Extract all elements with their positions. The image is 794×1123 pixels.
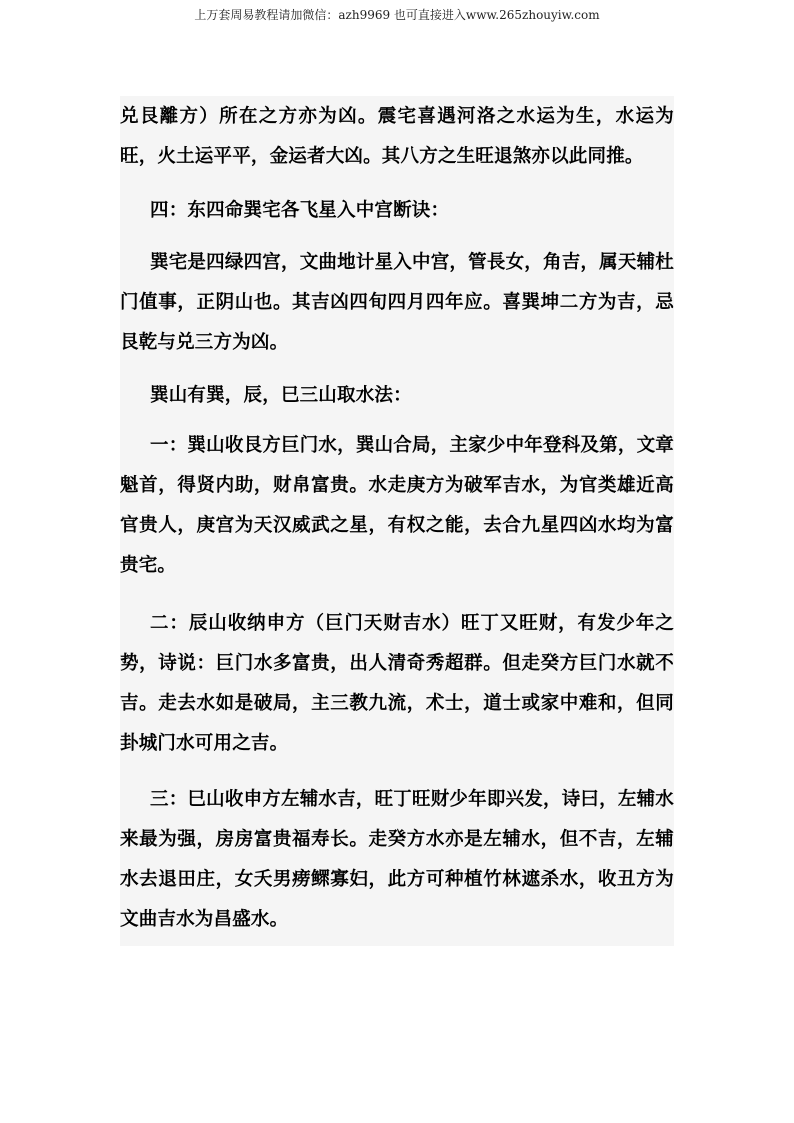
paragraph-4: 一：巽山收艮方巨门水，巽山合局，主家少中年登科及第，文章魁首，得贤内助，财帛富贵。水走庚方为破军吉水，为官类雄近高官贵人，庚宫为天汉威武之星，有权之能，去合九星四凶水均为富贵宅。 (120, 435, 674, 576)
document-body (120, 96, 674, 946)
section-heading-4: 四：东四命巽宅各飞星入中宫断诀： (150, 200, 450, 221)
paragraph-1: 兑艮離方）所在之方亦为凶。震宅喜遇河洛之水运为生，水运为旺，火土运平平，金运者大凶。其八方之生旺退煞亦以此同推。 (120, 106, 674, 167)
paragraph-5: 二：辰山收纳申方（巨门天财吉水）旺丁又旺财，有发少年之势，诗说：巨门水多富贵，出人清奇秀超群。但走癸方巨门水就不吉。走去水如是破局，主三教九流，术士，道士或家中难和，但同卦城门水可用之吉。 (120, 613, 674, 754)
page-header: 上万套周易教程请加微信：azh9969 也可直接进入www.265zhouyiw.com (194, 8, 600, 22)
paragraph-2: 巽宅是四绿四宫，文曲地计星入中宫，管長女，角吉，属天辅杜门值事，正阴山也。其吉凶四旬四月四年应。喜巽坤二方为吉，忌艮乾与兑三方为凶。 (120, 252, 674, 353)
paragraph-6: 三：巳山收申方左辅水吉，旺丁旺财少年即兴发，诗曰，左辅水来最为强，房房富贵福寿长。走癸方水亦是左辅水，但不吉，左辅水去退田庄，女夭男痨鳏寡妇，此方可种植竹林遮杀水，收丑方为文曲吉水为昌盛水。 (120, 789, 674, 930)
paragraph-3: 巽山有巽，辰，巳三山取水法： (150, 385, 412, 406)
